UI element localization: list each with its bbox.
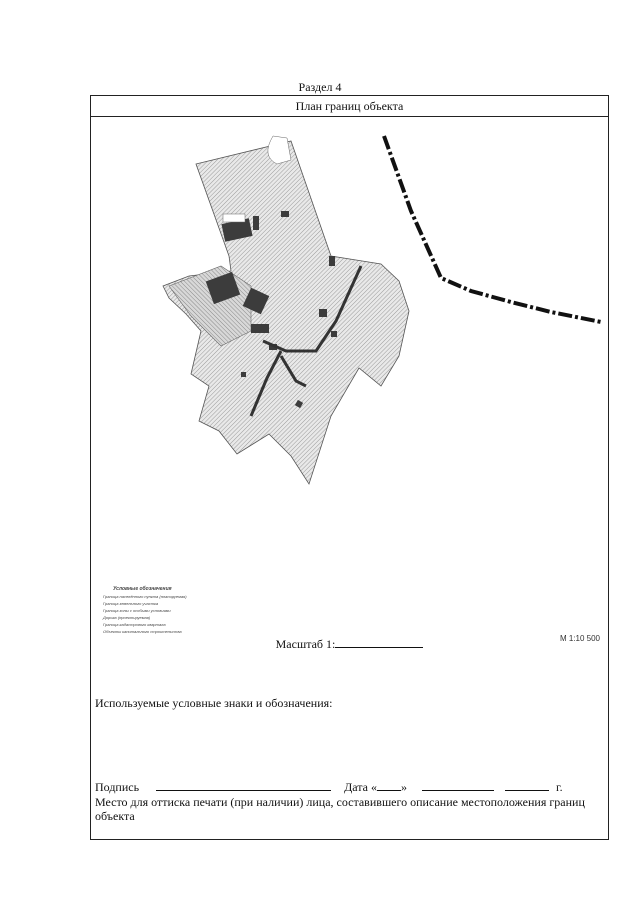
legend-item: Граница земельного участка <box>103 601 159 606</box>
boundary-dash-line <box>384 136 601 322</box>
scale-value-field[interactable] <box>335 636 423 648</box>
clearing <box>223 214 245 222</box>
section-title: Раздел 4 <box>298 80 342 94</box>
date-label: Дата « <box>344 780 377 794</box>
date-month-field[interactable] <box>422 779 494 791</box>
map-drawing <box>91 116 608 626</box>
scale-line <box>91 636 608 652</box>
frame-header: План границ объекта <box>91 96 608 117</box>
boundary-map <box>91 116 608 643</box>
legend-item: Граница зоны с особыми условиями <box>103 608 171 613</box>
legend-item: Граница кадастрового квартала <box>103 622 166 627</box>
legend-caption: Используемые условные знаки и обозначения: <box>95 696 333 710</box>
map-legend <box>103 586 187 635</box>
document-frame <box>90 95 609 840</box>
date-year-field[interactable] <box>505 779 549 791</box>
year-suffix: г. <box>556 780 563 794</box>
signature-row <box>95 779 600 795</box>
legend-title: Условные обозначения <box>113 586 172 592</box>
legend-item: Граница населённого пункта (планируемая) <box>103 594 187 599</box>
date-quote-close: » <box>401 780 407 794</box>
map-scale-label: М 1:10 500 <box>559 634 600 643</box>
signature-field[interactable] <box>156 779 331 791</box>
stamp-note: Место для оттиска печати (при наличии) лица, составившего описание местоположения границ объекта <box>95 795 585 823</box>
legend-item: Объекты капитального строительства <box>103 629 182 634</box>
legend-item: Дорога (проектируемая) <box>103 615 151 620</box>
signature-label: Подпись <box>95 780 140 794</box>
date-day-field[interactable] <box>377 779 401 791</box>
scale-label: Масштаб 1: <box>275 637 336 651</box>
